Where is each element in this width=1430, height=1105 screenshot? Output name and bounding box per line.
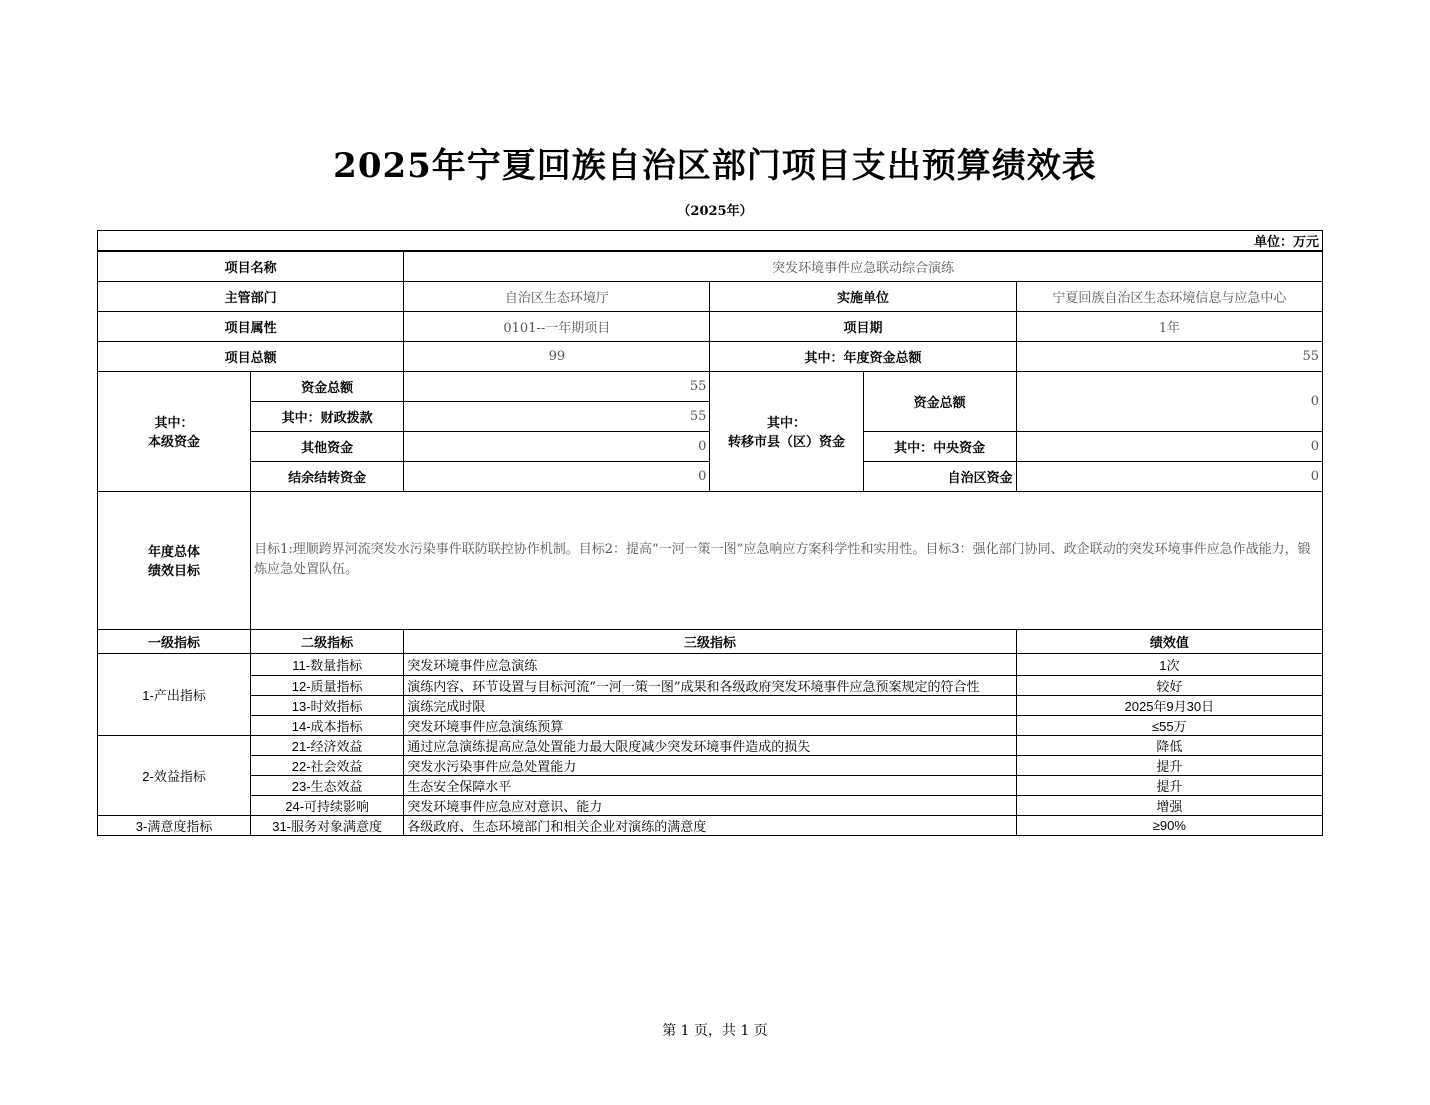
page-footer: 第 1 页，共 1 页 bbox=[662, 1023, 768, 1039]
transfer-fund-value: 0 bbox=[1016, 431, 1322, 461]
impl-label: 实施单位 bbox=[710, 281, 1016, 311]
indicator-value: 较好 bbox=[1016, 675, 1322, 695]
indicator-value: 增强 bbox=[1016, 795, 1322, 815]
attr-label: 项目属性 bbox=[98, 311, 404, 341]
indicator-header-value: 绩效值 bbox=[1016, 629, 1322, 653]
goal-label bbox=[98, 491, 251, 629]
local-funds-label-1: 其中： bbox=[154, 416, 194, 431]
indicator-level2: 23-生态效益 bbox=[251, 775, 404, 795]
page-subtitle: （2025年） bbox=[677, 204, 753, 219]
indicator-level3: 演练完成时限 bbox=[404, 695, 1016, 715]
indicator-level3: 各级政府、生态环境部门和相关企业对演练的满意度 bbox=[404, 815, 1016, 835]
total-value: 99 bbox=[404, 341, 710, 371]
unit-label: 单位：万元 bbox=[98, 231, 1323, 252]
local-fund-label: 其他资金 bbox=[251, 431, 404, 461]
indicator-value: 2025年9月30日 bbox=[1016, 695, 1322, 715]
indicator-header-level2: 二级指标 bbox=[251, 629, 404, 653]
indicator-level2: 31-服务对象满意度 bbox=[251, 815, 404, 835]
local-funds-label-2: 本级资金 bbox=[148, 435, 201, 450]
local-funds-group-label bbox=[98, 371, 251, 491]
indicator-level3: 演练内容、环节设置与目标河流“一河一策一图”成果和各级政府突发环境事件应急预案规定的符合性 bbox=[404, 675, 1016, 695]
transfer-funds-label-1: 其中： bbox=[767, 416, 807, 431]
indicator-header-level3: 三级指标 bbox=[404, 629, 1016, 653]
impl-value: 宁夏回族自治区生态环境信息与应急中心 bbox=[1016, 281, 1322, 311]
transfer-fund-label: 其中：中央资金 bbox=[863, 431, 1016, 461]
local-fund-label: 其中：财政拨款 bbox=[251, 401, 404, 431]
indicator-value: 提升 bbox=[1016, 775, 1322, 795]
indicator-level3: 通过应急演练提高应急处置能力最大限度减少突发环境事件造成的损失 bbox=[404, 735, 1016, 755]
indicator-level1: 2-效益指标 bbox=[98, 735, 251, 815]
indicator-value: ≤55万 bbox=[1016, 715, 1322, 735]
local-fund-value: 0 bbox=[404, 461, 710, 491]
goal-label-1: 年度总体 bbox=[148, 545, 201, 560]
goal-label-2: 绩效目标 bbox=[148, 564, 201, 579]
indicator-value: 1次 bbox=[1016, 653, 1322, 675]
indicator-level3: 突发环境事件应急应对意识、能力 bbox=[404, 795, 1016, 815]
indicator-level3: 突发环境事件应急演练预算 bbox=[404, 715, 1016, 735]
local-fund-value: 55 bbox=[404, 371, 710, 401]
transfer-fund-value: 0 bbox=[1016, 371, 1322, 431]
attr-value: 0101--一年期项目 bbox=[404, 311, 710, 341]
annual-value: 55 bbox=[1016, 341, 1322, 371]
indicator-level3: 突发水污染事件应急处置能力 bbox=[404, 755, 1016, 775]
indicator-level2: 21-经济效益 bbox=[251, 735, 404, 755]
project-name-value: 突发环境事件应急联动综合演练 bbox=[404, 251, 1323, 281]
indicator-header-level1: 一级指标 bbox=[98, 629, 251, 653]
indicator-value: ≥90% bbox=[1016, 815, 1322, 835]
indicator-level2: 12-质量指标 bbox=[251, 675, 404, 695]
local-fund-label: 资金总额 bbox=[251, 371, 404, 401]
annual-label: 其中：年度资金总额 bbox=[710, 341, 1016, 371]
dept-value: 自治区生态环境厅 bbox=[404, 281, 710, 311]
indicator-level2: 24-可持续影响 bbox=[251, 795, 404, 815]
total-label: 项目总额 bbox=[98, 341, 404, 371]
page-title: 2025年宁夏回族自治区部门项目支出预算绩效表 bbox=[333, 146, 1097, 186]
local-fund-label: 结余结转资金 bbox=[251, 461, 404, 491]
local-fund-value: 0 bbox=[404, 431, 710, 461]
indicator-level2: 14-成本指标 bbox=[251, 715, 404, 735]
indicator-level3: 突发环境事件应急演练 bbox=[404, 653, 1016, 675]
indicator-value: 提升 bbox=[1016, 755, 1322, 775]
indicator-level3: 生态安全保障水平 bbox=[404, 775, 1016, 795]
transfer-funds-label-2: 转移市县（区）资金 bbox=[728, 435, 846, 450]
goal-text: 目标1:理顺跨界河流突发水污染事件联防联控协作机制。目标2：提高“一河一策一图”应急响应方案科学性和实用性。目标3：强化部门协同、政企联动的突发环境事件应急作战能力，锻炼应急处置队伍。 bbox=[251, 491, 1323, 629]
budget-table bbox=[97, 230, 1323, 836]
indicator-level1: 1-产出指标 bbox=[98, 653, 251, 735]
project-name-label: 项目名称 bbox=[98, 251, 404, 281]
period-label: 项目期 bbox=[710, 311, 1016, 341]
local-fund-value: 55 bbox=[404, 401, 710, 431]
transfer-fund-value: 0 bbox=[1016, 461, 1322, 491]
dept-label: 主管部门 bbox=[98, 281, 404, 311]
indicator-level1: 3-满意度指标 bbox=[98, 815, 251, 835]
indicator-value: 降低 bbox=[1016, 735, 1322, 755]
transfer-fund-label: 资金总额 bbox=[863, 371, 1016, 431]
transfer-funds-group-label bbox=[710, 371, 863, 491]
indicator-level2: 11-数量指标 bbox=[251, 653, 404, 675]
indicator-level2: 13-时效指标 bbox=[251, 695, 404, 715]
transfer-fund-label: 自治区资金 bbox=[863, 461, 1016, 491]
period-value: 1年 bbox=[1016, 311, 1322, 341]
indicator-level2: 22-社会效益 bbox=[251, 755, 404, 775]
